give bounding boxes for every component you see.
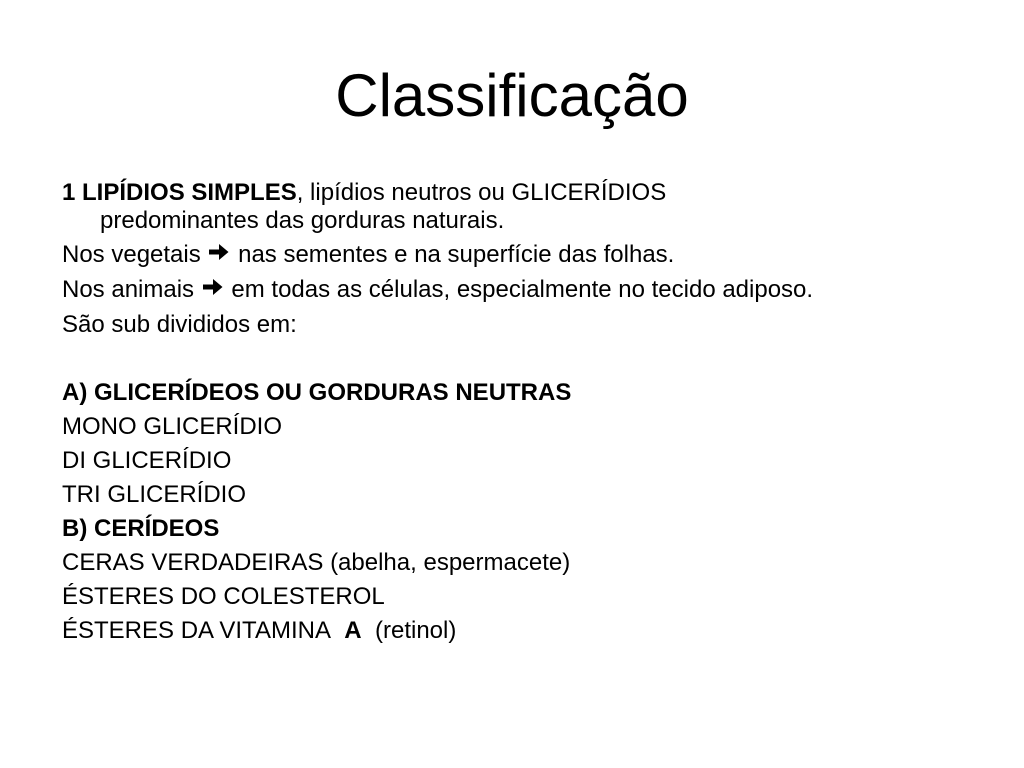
slide-title: Classificação [335,62,689,129]
right-arrow-icon [209,241,229,269]
vegetais-prefix: Nos vegetais [62,241,201,268]
section-a-item: TRI GLICERÍDIO [62,481,247,508]
vitamin-letter: A [344,617,362,644]
simple-lipids-paragraph [62,179,992,235]
slide-body [62,179,992,651]
simple-lipids-heading: 1 LIPÍDIOS SIMPLES [62,179,297,206]
vitamin-prefix: ÉSTERES DA VITAMINA [62,617,331,644]
vegetais-line [62,241,992,270]
section-b-item-vitamin [62,617,992,645]
vegetais-text: nas sementes e na superfície das folhas. [238,241,675,268]
subdivided-line: São sub divididos em: [62,311,297,338]
section-a-item: MONO GLICERÍDIO [62,413,283,440]
vitamin-suffix: (retinol) [374,617,457,644]
section-a-item: DI GLICERÍDIO [62,447,232,474]
spacer [62,345,992,379]
section-b-item: CERAS VERDADEIRAS (abelha, espermacete) [62,549,571,576]
section-a-heading: A) GLICERÍDEOS OU GORDURAS NEUTRAS [62,379,572,406]
right-arrow-icon [203,276,223,304]
animais-prefix: Nos animais [62,276,195,303]
simple-lipids-description: , lipídios neutros ou GLICERÍDIOS [296,179,667,206]
animais-text: em todas as células, especialmente no tecido adiposo. [231,276,814,303]
animais-line [62,276,992,305]
section-b-heading: B) CERÍDEOS [62,515,220,542]
section-b-item: ÉSTERES DO COLESTEROL [62,583,385,610]
simple-lipids-description-cont: predominantes das gorduras naturais. [100,207,505,234]
